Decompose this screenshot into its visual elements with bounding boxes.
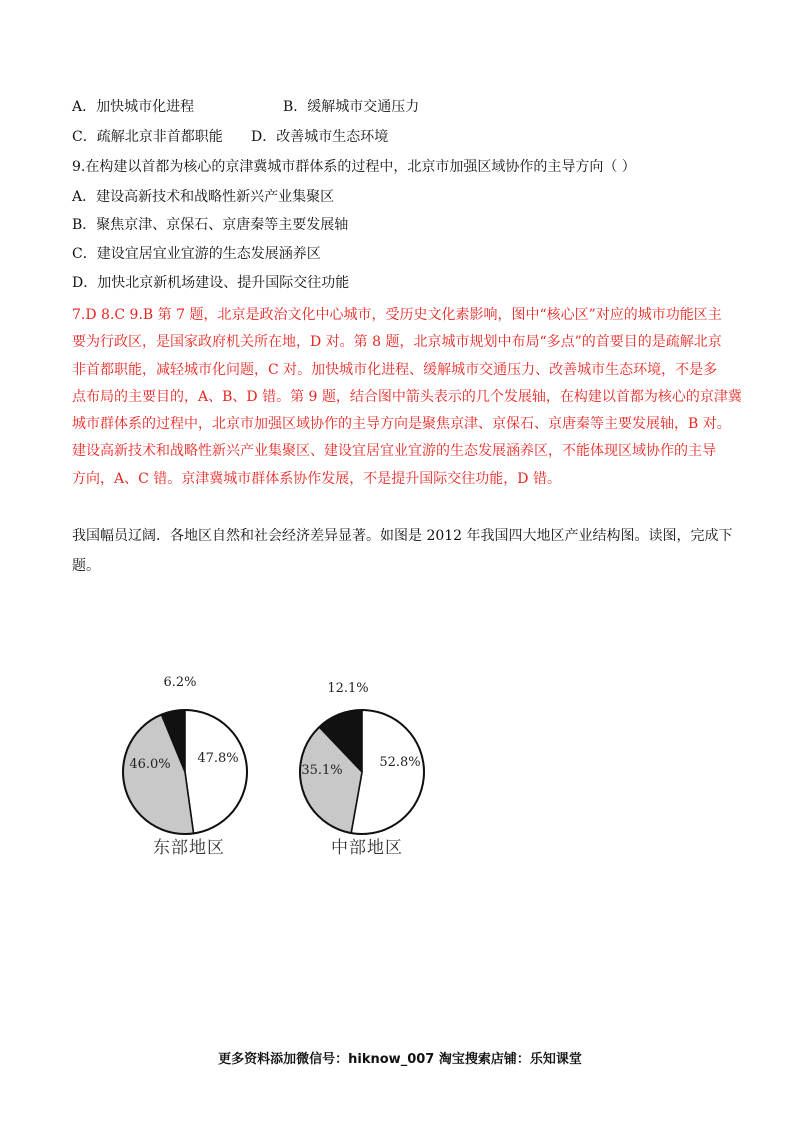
answer-line: 点布局的主要目的，A、B、D 错。第 9 题，结合图中箭头表示的几个发展轴，在构建以首都为核心的京津冀 <box>72 388 742 405</box>
pie-chart-east <box>110 670 270 840</box>
pie-slice-label: 46.0% <box>129 757 171 772</box>
pie-title-east: 东部地区 <box>153 838 225 858</box>
answer-line: 建设高新技术和战略性新兴产业集聚区、建设宜居宜业宜游的生态发展涵养区，不能体现区域协作的主导 <box>72 443 716 460</box>
intro-line: 我国幅员辽阔．各地区自然和社会经济差异显著。如图是 2012 年我国四大地区产业结构图。读图，完成下 <box>72 528 733 544</box>
q8-option-c: C．疏解北京非首都职能 <box>72 129 223 145</box>
q8-option-a: A．加快城市化进程 <box>72 99 195 115</box>
intro-line: 题。 <box>72 558 100 574</box>
q9-stem: 9.在构建以首都为核心的京津冀城市群体系的过程中，北京市加强区域协作的主导方向（ ） <box>72 159 636 175</box>
pie-slice <box>185 710 247 833</box>
footer-note: 更多资料添加微信号：hiknow_007 淘宝搜索店铺：乐知课堂 <box>218 1052 582 1067</box>
pie-slice-label: 6.2% <box>163 675 197 690</box>
pie-slice-label: 52.8% <box>379 755 421 770</box>
answer-line: 非首都职能，减轻城市化问题，C 对。加快城市化进程、缓解城市交通压力、改善城市生态环境，不是多 <box>72 361 718 378</box>
answer-line: 要为行政区，是国家政府机关所在地，D 对。第 8 题，北京城市规划中布局“多点”的首要目的是疏解北京 <box>72 334 722 351</box>
q8-option-b: B．缓解城市交通压力 <box>283 99 420 115</box>
pie-chart-central <box>290 670 450 840</box>
q8-option-d: D．改善城市生态环境 <box>251 129 389 145</box>
q9-option-b: B．聚焦京津、京保石、京唐秦等主要发展轴 <box>72 217 349 233</box>
pie-slice-label: 47.8% <box>197 751 239 766</box>
q9-option-d: D．加快北京新机场建设、提升国际交往功能 <box>72 275 350 291</box>
answer-line: 城市群体系的过程中，北京市加强区域协作的主导方向是聚焦京津、京保石、京唐秦等主要发展轴，B 对。 <box>72 416 731 433</box>
answer-line: 7.D 8.C 9.B 第 7 题，北京是政治文化中心城市，受历史文化素影响，图中“核心区”对应的城市功能区主 <box>72 307 722 323</box>
q9-option-a: A．建设高新技术和战略性新兴产业集聚区 <box>72 189 335 205</box>
pie-slice-label: 35.1% <box>301 763 343 778</box>
answer-line: 方向，A、C 错。京津冀城市群体系协作发展，不是提升国际交往功能，D 错。 <box>72 470 561 487</box>
pie-title-central: 中部地区 <box>331 838 403 858</box>
answer-explanation <box>72 302 742 493</box>
q9-option-c: C．建设宜居宜业宜游的生态发展涵养区 <box>72 246 321 262</box>
pie-slice-label: 12.1% <box>327 681 369 696</box>
